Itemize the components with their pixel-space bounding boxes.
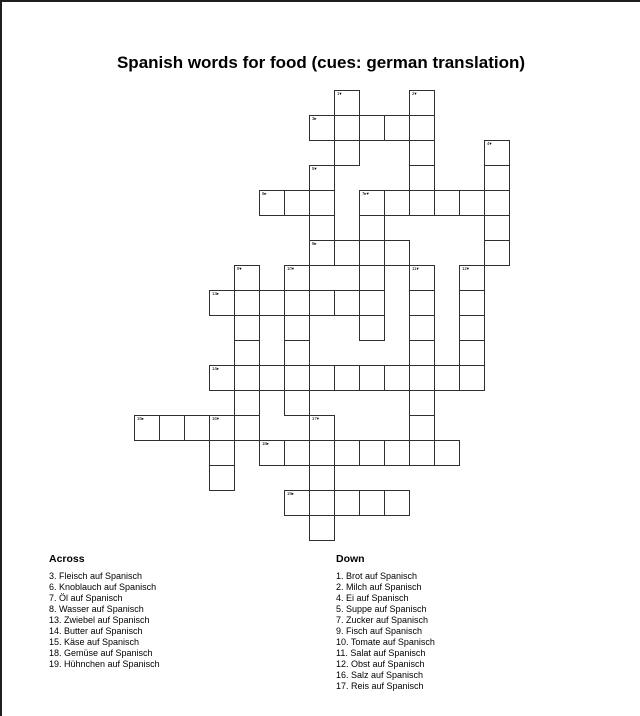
grid-cell[interactable] bbox=[209, 290, 235, 316]
grid-cell[interactable] bbox=[234, 390, 260, 416]
grid-cell[interactable] bbox=[234, 415, 260, 441]
grid-cell[interactable] bbox=[284, 265, 310, 291]
grid-cell[interactable] bbox=[384, 365, 410, 391]
down-clue-9: 9. Fisch auf Spanisch bbox=[336, 626, 423, 636]
grid-cell[interactable] bbox=[284, 365, 310, 391]
grid-cell[interactable] bbox=[134, 415, 160, 441]
cell-number-label: 19▸ bbox=[286, 492, 294, 497]
across-clue-list bbox=[49, 571, 160, 670]
grid-cell[interactable] bbox=[359, 315, 385, 341]
grid-cell[interactable] bbox=[409, 190, 435, 216]
grid-cell[interactable] bbox=[409, 115, 435, 141]
grid-cell[interactable] bbox=[334, 90, 360, 116]
grid-cell[interactable] bbox=[359, 290, 385, 316]
grid-cell[interactable] bbox=[409, 440, 435, 466]
grid-cell[interactable] bbox=[409, 365, 435, 391]
grid-cell[interactable] bbox=[434, 440, 460, 466]
grid-cell[interactable] bbox=[459, 340, 485, 366]
grid-cell[interactable] bbox=[284, 290, 310, 316]
cell-number-label: 12▾ bbox=[461, 267, 469, 272]
grid-cell[interactable] bbox=[334, 440, 360, 466]
grid-cell[interactable] bbox=[359, 265, 385, 291]
down-clue-11: 11. Salat auf Spanisch bbox=[336, 648, 426, 658]
grid-cell[interactable] bbox=[259, 190, 285, 216]
grid-cell[interactable] bbox=[384, 240, 410, 266]
across-clue-18: 18. Gemüse auf Spanisch bbox=[49, 648, 153, 658]
grid-cell[interactable] bbox=[359, 215, 385, 241]
grid-cell[interactable] bbox=[284, 440, 310, 466]
grid-cell[interactable] bbox=[309, 515, 335, 541]
grid-cell[interactable] bbox=[409, 90, 435, 116]
down-clues-section bbox=[336, 554, 435, 692]
grid-cell[interactable] bbox=[334, 290, 360, 316]
cell-number-label: 13▸ bbox=[211, 292, 219, 297]
grid-cell[interactable] bbox=[484, 190, 510, 216]
grid-cell[interactable] bbox=[359, 115, 385, 141]
grid-cell[interactable] bbox=[434, 365, 460, 391]
grid-cell[interactable] bbox=[209, 415, 235, 441]
cell-number-label: 9▾ bbox=[236, 267, 242, 272]
grid-cell[interactable] bbox=[159, 415, 185, 441]
cell-number-label: 10▾ bbox=[286, 267, 294, 272]
grid-cell[interactable] bbox=[459, 365, 485, 391]
cell-number-label: 17▾ bbox=[311, 417, 319, 422]
grid-cell[interactable] bbox=[284, 315, 310, 341]
grid-cell[interactable] bbox=[459, 265, 485, 291]
grid-cell[interactable] bbox=[384, 190, 410, 216]
cell-number-label: 4▾ bbox=[486, 142, 492, 147]
cell-number-label: 7▸▾ bbox=[361, 192, 369, 197]
grid-cell[interactable] bbox=[309, 365, 335, 391]
across-header: Across bbox=[49, 553, 85, 565]
cell-number-label: 3▸ bbox=[311, 117, 317, 122]
grid-cell[interactable] bbox=[284, 340, 310, 366]
grid-cell[interactable] bbox=[309, 115, 335, 141]
down-clue-16: 16. Salz auf Spanisch bbox=[336, 670, 424, 680]
grid-cell[interactable] bbox=[384, 490, 410, 516]
down-clue-10: 10. Tomate auf Spanisch bbox=[336, 637, 435, 647]
grid-cell[interactable] bbox=[409, 140, 435, 166]
grid-cell[interactable] bbox=[234, 340, 260, 366]
grid-cell[interactable] bbox=[359, 365, 385, 391]
down-clue-5: 5. Suppe auf Spanisch bbox=[336, 604, 427, 614]
across-clue-14: 14. Butter auf Spanisch bbox=[49, 626, 143, 636]
grid-cell[interactable] bbox=[409, 340, 435, 366]
cell-number-label: 1▾ bbox=[336, 92, 342, 97]
grid-cell[interactable] bbox=[184, 415, 210, 441]
grid-cell[interactable] bbox=[209, 365, 235, 391]
grid-cell[interactable] bbox=[334, 240, 360, 266]
cell-number-label: 18▸ bbox=[261, 442, 269, 447]
down-clue-list bbox=[336, 571, 435, 692]
grid-cell[interactable] bbox=[359, 490, 385, 516]
grid-cell[interactable] bbox=[234, 265, 260, 291]
across-clue-19: 19. Hühnchen auf Spanisch bbox=[49, 659, 160, 669]
grid-cell[interactable] bbox=[409, 165, 435, 191]
grid-cell[interactable] bbox=[209, 440, 235, 466]
down-clue-1: 1. Brot auf Spanisch bbox=[336, 571, 418, 581]
grid-cell[interactable] bbox=[409, 390, 435, 416]
grid-cell[interactable] bbox=[309, 190, 335, 216]
grid-cell[interactable] bbox=[484, 140, 510, 166]
across-clue-3: 3. Fleisch auf Spanisch bbox=[49, 571, 143, 581]
down-clue-7: 7. Zucker auf Spanisch bbox=[336, 615, 429, 625]
across-clue-15: 15. Käse auf Spanisch bbox=[49, 637, 140, 647]
grid-cell[interactable] bbox=[309, 240, 335, 266]
grid-cell[interactable] bbox=[309, 415, 335, 441]
grid-cell[interactable] bbox=[284, 390, 310, 416]
grid-cell[interactable] bbox=[409, 265, 435, 291]
cell-number-label: 5▾ bbox=[311, 167, 317, 172]
down-clue-17: 17. Reis auf Spanisch bbox=[336, 681, 424, 691]
grid-cell[interactable] bbox=[309, 290, 335, 316]
grid-cell[interactable] bbox=[309, 490, 335, 516]
grid-cell[interactable] bbox=[234, 315, 260, 341]
down-clue-12: 12. Obst auf Spanisch bbox=[336, 659, 425, 669]
grid-cell[interactable] bbox=[484, 165, 510, 191]
grid-cell[interactable] bbox=[484, 240, 510, 266]
grid-cell[interactable] bbox=[234, 365, 260, 391]
cell-number-label: 16▾ bbox=[211, 417, 219, 422]
page-title: Spanish words for food (cues: german translation) bbox=[116, 53, 526, 72]
grid-cell[interactable] bbox=[209, 465, 235, 491]
grid-cell[interactable] bbox=[309, 165, 335, 191]
grid-cell[interactable] bbox=[409, 315, 435, 341]
grid-cell[interactable] bbox=[259, 440, 285, 466]
cell-number-label: 2▾ bbox=[411, 92, 417, 97]
grid-cell[interactable] bbox=[309, 440, 335, 466]
grid-cell[interactable] bbox=[409, 290, 435, 316]
cell-number-label: 11▾ bbox=[411, 267, 419, 272]
grid-cell[interactable] bbox=[334, 365, 360, 391]
grid-cell[interactable] bbox=[309, 465, 335, 491]
grid-cell[interactable] bbox=[334, 115, 360, 141]
down-clue-2: 2. Milch auf Spanisch bbox=[336, 582, 422, 592]
across-clue-8: 8. Wasser auf Spanisch bbox=[49, 604, 144, 614]
grid-cell[interactable] bbox=[459, 290, 485, 316]
across-clue-6: 6. Knoblauch auf Spanisch bbox=[49, 582, 157, 592]
cell-number-label: 14▸ bbox=[211, 367, 219, 372]
grid-cell[interactable] bbox=[384, 115, 410, 141]
grid-cell[interactable] bbox=[434, 190, 460, 216]
cell-number-label: 6▸ bbox=[261, 192, 267, 197]
cell-number-label: 8▸ bbox=[311, 242, 317, 247]
grid-cell[interactable] bbox=[359, 240, 385, 266]
grid-cell[interactable] bbox=[259, 290, 285, 316]
grid-cell[interactable] bbox=[459, 315, 485, 341]
grid-cell[interactable] bbox=[359, 440, 385, 466]
down-header: Down bbox=[336, 553, 365, 565]
cell-number-label: 15▸ bbox=[136, 417, 144, 422]
grid-cell[interactable] bbox=[334, 140, 360, 166]
grid-cell[interactable] bbox=[284, 490, 310, 516]
grid-cell[interactable] bbox=[259, 365, 285, 391]
grid-cell[interactable] bbox=[334, 490, 360, 516]
across-clues-section bbox=[49, 554, 160, 670]
grid-cell[interactable] bbox=[284, 190, 310, 216]
grid-cell[interactable] bbox=[384, 440, 410, 466]
across-clue-7: 7. Öl auf Spanisch bbox=[49, 593, 123, 603]
grid-cell[interactable] bbox=[459, 190, 485, 216]
grid-cell[interactable] bbox=[409, 415, 435, 441]
grid-cell[interactable] bbox=[484, 215, 510, 241]
across-clue-13: 13. Zwiebel auf Spanisch bbox=[49, 615, 150, 625]
grid-cell[interactable] bbox=[234, 290, 260, 316]
grid-cell[interactable] bbox=[359, 190, 385, 216]
down-clue-4: 4. Ei auf Spanisch bbox=[336, 593, 409, 603]
grid-cell[interactable] bbox=[309, 215, 335, 241]
